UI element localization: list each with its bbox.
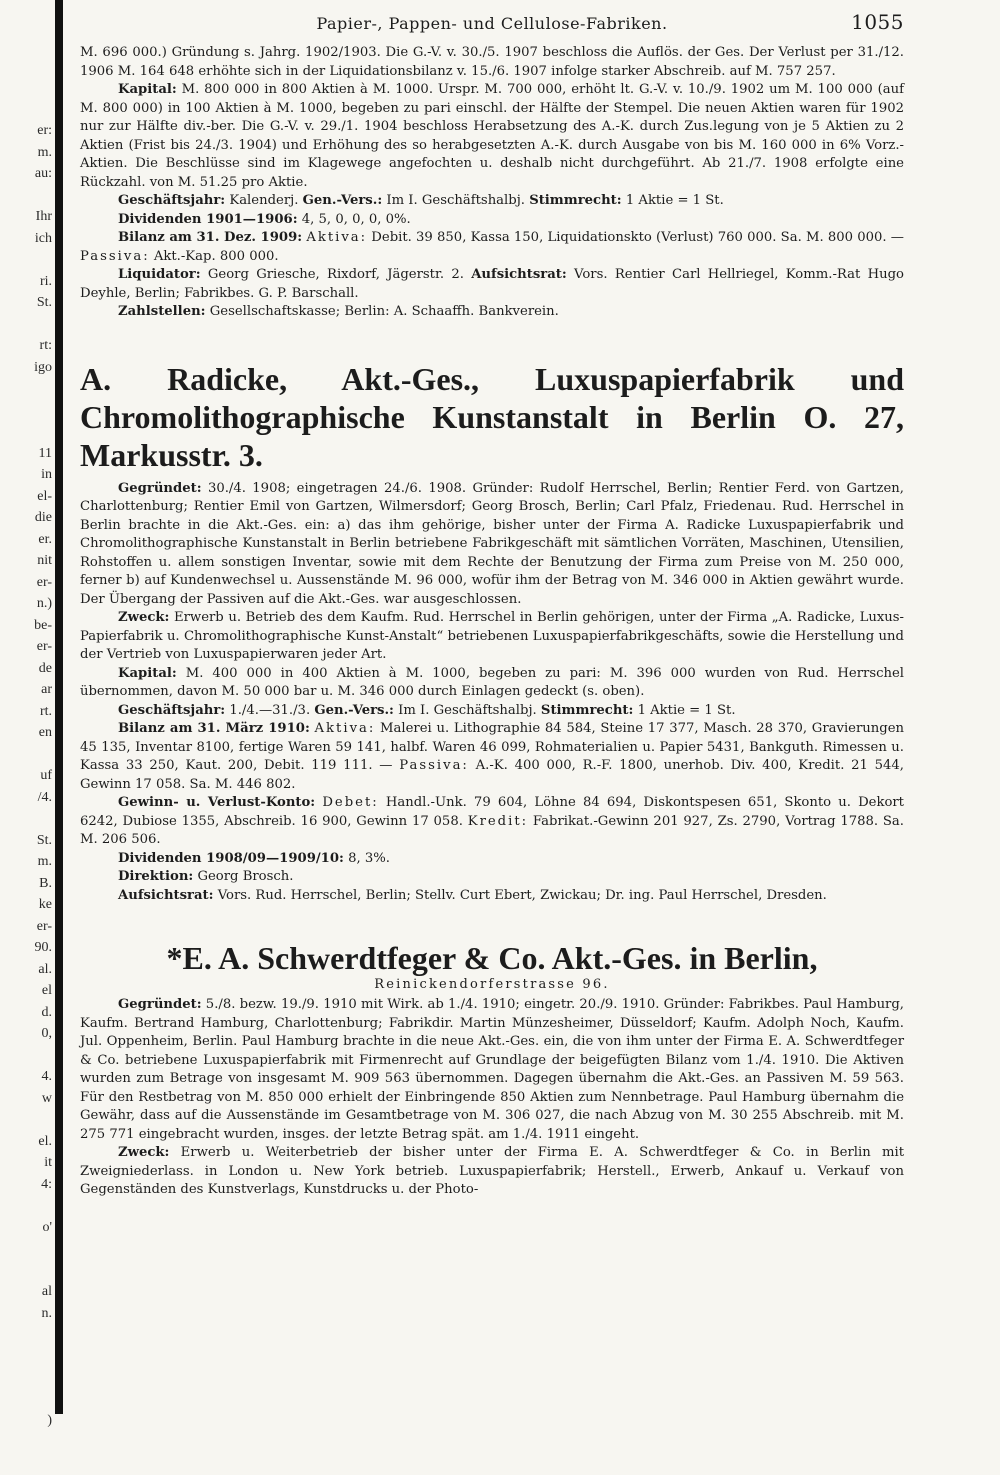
gutter-fragment: B. (39, 875, 52, 891)
text: Im I. Geschäftshalbj. (393, 702, 541, 718)
gutter-fragment: d. (41, 1004, 52, 1020)
company-address: Reinickendorferstrasse 96. (374, 977, 610, 992)
gutter-fragment (0, 1260, 52, 1282)
gutter-fragment: nit (37, 553, 52, 568)
gutter-fragment: el (41, 983, 52, 998)
entry2-aufsichtsrat (80, 887, 904, 906)
gutter-fragment (0, 185, 52, 207)
text: Gesellschaftskasse; Berlin: A. Schaaffh. Bankverein. (205, 304, 559, 319)
label: Geschäftsjahr: (118, 193, 226, 208)
gutter-fragment (0, 808, 52, 830)
page-number: 1055 (851, 10, 904, 34)
gutter-fragment (0, 400, 52, 422)
entry1-geschaeftsjahr (80, 192, 904, 211)
gutter-fragment: o' (42, 1219, 52, 1235)
gutter-fragment: St. (36, 295, 52, 310)
text: Fabrikat.-Gewinn 201 927, Zs. 2790, Vortrag 1788. Sa. M. 206 506. (80, 813, 904, 847)
text: M. 400 000 in 400 Aktien à M. 1000, begeben zu pari: M. 396 000 wurden von Rud. Herrschel übernommen, davon M. 50 000 bar u. M. 346 000 durch Einlagen gedeckt (s. oben). (80, 665, 904, 699)
label: Direktion: (118, 869, 194, 884)
company-title: A. Radicke, Akt.-Ges., Luxuspapierfabrik und Chromolithographische Kunstanstalt in Berlin O. 27, Markusstr. 3. (80, 360, 904, 473)
entry1-intro: M. 696 000.) Gründung s. Jahrg. 1902/1903. Die G.-V. v. 30./5. 1907 beschloss die Auflös. der Ges. Der Verlust per 31./12. 1906 M. 164 648 erhöhte sich in der Liquidationsbilanz v. 15./6. 1907 infolge starker Abschreib. auf M. 757 257. (80, 45, 904, 79)
text: Debit. 39 850, Kassa 150, Liquidationskto (Verlust) 760 000. Sa. M. 800 000. — (367, 230, 904, 245)
label: Aufsichtsrat: (471, 267, 567, 282)
aktiva-label: Aktiva: (306, 230, 368, 245)
gutter-fragment (0, 1195, 52, 1217)
gutter-fragment: er- (36, 918, 52, 934)
text: Im I. Geschäftshalbj. (382, 193, 530, 208)
gutter-fragment (0, 1109, 52, 1131)
gutter-fragment (0, 1045, 52, 1067)
spacer (80, 322, 904, 344)
company-title: *E. A. Schwerdtfeger & Co. Akt.-Ges. in Berlin, (166, 940, 818, 976)
gutter-fragment: die (34, 510, 52, 525)
entry2-gegruendet (80, 480, 904, 610)
gutter-fragment (0, 1453, 52, 1475)
gutter-fragment: m. (37, 144, 52, 160)
text: Kalenderj. (225, 193, 303, 208)
label: Zahlstellen: (118, 304, 206, 319)
label: Kapital: (118, 665, 177, 681)
gutter-fragment (0, 314, 52, 336)
gutter-fragment: er- (36, 639, 52, 654)
entry2-guv (80, 794, 904, 850)
gutter-fragment: 90. (34, 940, 52, 955)
aktiva-label: Aktiva: (314, 721, 376, 736)
gutter-fragment: n.) (36, 596, 52, 611)
gutter-fragment: /4. (37, 789, 52, 805)
gutter-fragment: w (41, 1090, 52, 1106)
label: Stimmrecht: (529, 193, 622, 208)
gutter-fragment: Ihr (35, 209, 52, 224)
gutter-fragment: er. (38, 531, 52, 547)
entry-radicke (80, 360, 904, 906)
gutter-fragment (0, 1346, 52, 1368)
label: Bilanz am 31. Dez. 1909: (118, 230, 303, 245)
text: Malerei u. Lithographie 84 584, Steine 17 377, Masch. 28 370, Gravierungen 45 135, Inventar 8100, fertige Waren 59 141, halbf. Waren 46 099, Rohmaterialien u. Papier 5431, Bankguth. Rimessen u. Kassa 33 250, Kaut. 200, Debit. 119 111. — (80, 721, 904, 773)
entry1-kapital (80, 81, 904, 192)
running-head (80, 10, 904, 44)
text: 1 Aktie = 1 St. (633, 702, 736, 718)
gutter-fragment: al. (38, 961, 52, 977)
gutter-fragment (0, 1238, 52, 1260)
text: 30./4. 1908; eingetragen 24./6. 1908. Gründer: Rudolf Herrschel, Berlin; Rentier Ferd. von Gartzen, Charlottenburg; Rentier Emil von Gartzen, Wilmersdorf; Georg Brosch, Berlin; Carl Pfalz, Friedenau. Rud. Herrschel in Berlin brachte in die Akt.-Ges. ein: a) das ihm gehörige, bisher unter der Firma A. Radicke Luxuspapierfabrik und Chromolithographische Kunstanstalt in Berlin betriebene Fabrikgeschäft mit sämtlichen Vorräten, Maschinen, Utensilien, Rohstoffen u. allem sonstigen Inventar, sowie mit dem Rechte der Benutzung der Firma zum Preise von M. 250 000, ferner b) auf Kundenwechsel u. Aussenstände M. 96 000, wofür ihm der Betrag von M. 346 000 in Aktien gewährt wurde. Der Übergang der Passiven auf die Akt.-Ges. war ausgeschlossen. (80, 480, 904, 607)
gutter-fragment (0, 744, 52, 766)
gutter-fragment: 4: (41, 1176, 52, 1192)
label: Aufsichtsrat: (118, 887, 214, 903)
gutter-fragment: n. (41, 1305, 52, 1321)
entry2-bilanz (80, 720, 904, 794)
entry2-kapital (80, 665, 904, 702)
gutter-fragment: en (38, 725, 52, 740)
entry1-zahlstellen (80, 303, 904, 322)
passiva-label: Passiva: (399, 758, 469, 773)
label: Gen.-Vers.: (302, 193, 383, 208)
label: Zweck: (118, 1145, 170, 1160)
gutter-fragment: in (41, 467, 52, 482)
entry-continued (80, 44, 904, 322)
entry2-dividenden (80, 850, 904, 869)
label: Zweck: (118, 610, 170, 625)
text: Erwerb u. Weiterbetrieb der bisher unter der Firma E. A. Schwerdtfeger & Co. in Berlin mit Zweigniederlass. in London u. New York betrieb. Luxuspapierfabrik; Herstell., Erwerb, Ankauf u. Verkauf von Gegenständen des Kunstverlags, Kunstdrucks u. der Photo- (80, 1145, 904, 1197)
gutter-fragment: al (41, 1284, 52, 1299)
running-title: Papier-, Pappen- und Cellulose-Fabriken. (316, 14, 668, 33)
entry-schwerdtfeger (80, 939, 904, 1200)
text: Akt.-Kap. 800 000. (149, 248, 279, 264)
text: 8, 3%. (343, 850, 391, 866)
gutter-fragment: de (38, 660, 52, 676)
kredit-label: Kredit: (467, 813, 529, 829)
gutter-fragment: m. (37, 854, 52, 869)
gutter-fragment: el- (37, 488, 52, 504)
debet-label: Debet: (322, 795, 379, 810)
text: Handl.-Unk. 79 604, Löhne 84 694, Diskontspesen 651, Skonto u. Dekort 6242, Dubiose 1355, Abschreib. 16 900, Gewinn 17 058. (80, 795, 904, 829)
label: Gen.-Vers.: (314, 702, 394, 718)
text: Vors. Rentier Carl Hellriegel, Komm.-Rat Hugo Deyhle, Berlin; Fabrikbes. G. P. Barschall. (80, 267, 904, 301)
label: Geschäftsjahr: (118, 702, 226, 718)
entry1-liquidator (80, 266, 904, 303)
gutter-fragment: uf (40, 768, 52, 783)
gutter-fragment: rt. (39, 703, 52, 719)
text: M. 800 000 in 800 Aktien à M. 1000. Urspr. M. 700 000, erhöht lt. G.-V. v. 10./9. 1902 um M. 100 000 (auf M. 800 000) in 100 Aktien à M. 1000, begeben zu pari einschl. der Hälfte der Stempel. Die neuen Aktien waren für 1902 nur zur Hälfte div.-ber. Die G.-V. v. 29./1. 1904 beschloss Herabsetzung des A.-K. durch Zus.legung von je 5 Aktien zu 2 Aktien (Frist bis 24./3. 1904) und Erhöhung des so herabgesetzten A.-K. durch Ausgabe von bis M. 160 000 in 6% Vorz.-Aktien. Die Beschlüsse sind im Klagewege angefochten u. deshalb nicht durchgeführt. Ab 21./7. 1908 erfolgte eine Rückzahl. von M. 51.25 pro Aktie. (80, 82, 904, 190)
gutter-fragment: el. (38, 1133, 52, 1149)
text: Erwerb u. Betrieb des dem Kaufm. Rud. Herrschel in Berlin gehörigen, unter der Firma „A. Radicke, Luxus-Papierfabrik u. Chromolithographische Kunst-Anstalt“ betriebenen Luxuspapierfabrikgeschäfts, sowie die Herstellung und der Vertrieb von Luxuspapierwaren jeder Art. (80, 610, 904, 662)
gutter-fragment: ri. (39, 273, 52, 289)
adjacent-page-fragments (0, 120, 52, 1475)
label: Stimmrecht: (540, 702, 634, 718)
gutter-fragment: ke (38, 897, 52, 912)
gutter-fragment: 0, (41, 1026, 52, 1041)
document-page (80, 10, 905, 1200)
gutter-fragment: er- (36, 574, 52, 590)
entry3-gegruendet (80, 996, 904, 1144)
entry1-bilanz (80, 229, 904, 266)
entry2-geschaeftsjahr (80, 702, 904, 721)
gutter-fragment: 4. (41, 1069, 52, 1084)
label: Dividenden 1908/09—1909/10: (118, 850, 344, 866)
label: Gewinn- u. Verlust-Konto: (118, 795, 316, 810)
gutter-fragment (0, 378, 52, 400)
text: 5./8. bezw. 19./9. 1910 mit Wirk. ab 1./4. 1910; eingetr. 20./9. 1910. Gründer: Fabrikbes. Paul Hamburg, Kaufm. Bertrand Hamburg, Charlottenburg; Fabrikdir. Martin Münzesheimer, Düsseldorf; Kaufm. Adolph Noch, Kaufm. Jul. Oppenheim, Berlin. Paul Hamburg brachte in die neue Akt.-Ges. ein, die von ihm unter der Firma E. A. Schwerdtfeger & Co. betriebene Luxuspapierfabrik mit Firmenrecht auf Grundlage der beigefügten Bilanz vom 1./4. 1910. Die Aktiven wurden zum Betrage von insgesamt M. 909 563 übernommen. Dagegen übernahm die Akt.-Ges. an Passiven M. 59 563. Für den Restbetrag von M. 850 000 erhielt der Einbringende 850 Aktien zum Nennbetrage. Paul Hamburg übernahm die Gewähr, dass auf die Aussenstände im Gesamtbetrage von M. 306 027, die nach Abzug von M. 30 255 Abschreib. mit M. 275 771 eingebracht wurden, insges. der letzte Betrag spät. am 1./4. 1911 eingeht. (80, 997, 904, 1142)
gutter-fragment (0, 1432, 52, 1454)
gutter-fragment (0, 249, 52, 271)
gutter-fragment: rt: (39, 338, 52, 353)
text: 1./4.—31./3. (225, 702, 315, 718)
text: A.-K. 400 000, R.-F. 1800, unerhob. Div. 400, Kredit. 21 544, Gewinn 17 058. Sa. M. 446 802. (80, 758, 905, 792)
label: Liquidator: (118, 267, 201, 282)
gutter-fragment: igo (34, 359, 52, 375)
gutter-fragment (0, 421, 52, 443)
gutter-fragment (0, 1389, 52, 1411)
gutter-fragment: er: (37, 123, 52, 138)
text: Vors. Rud. Herrschel, Berlin; Stellv. Curt Ebert, Zwickau; Dr. ing. Paul Herrschel, Dresden. (213, 887, 827, 903)
text: 1 Aktie = 1 St. (621, 193, 724, 208)
label: Dividenden 1901—1906: (118, 211, 298, 227)
page-gutter-bar (55, 0, 63, 1414)
text: Georg Brosch. (193, 869, 294, 884)
text: Georg Griesche, Rixdorf, Jägerstr. 2. (200, 267, 472, 282)
text: 4, 5, 0, 0, 0, 0%. (297, 211, 411, 227)
gutter-fragment: St. (36, 832, 52, 848)
gutter-fragment: 11 (38, 445, 52, 461)
entry2-direktion (80, 868, 904, 887)
label: Gegründet: (118, 997, 202, 1012)
label: Gegründet: (118, 480, 202, 496)
gutter-fragment: it (44, 1155, 52, 1170)
entry2-zweck (80, 609, 904, 665)
passiva-label: Passiva: (80, 248, 150, 264)
gutter-fragment (0, 1324, 52, 1346)
gutter-fragment: au: (34, 166, 52, 181)
label: Kapital: (118, 82, 177, 97)
label: Bilanz am 31. März 1910: (118, 721, 310, 736)
gutter-fragment: be- (34, 617, 52, 633)
gutter-fragment: ich (34, 230, 52, 246)
gutter-fragment: ar (41, 682, 52, 697)
gutter-fragment (0, 1367, 52, 1389)
entry1-dividenden (80, 211, 904, 230)
entry3-zweck (80, 1144, 904, 1200)
gutter-fragment: ) (47, 1413, 52, 1428)
